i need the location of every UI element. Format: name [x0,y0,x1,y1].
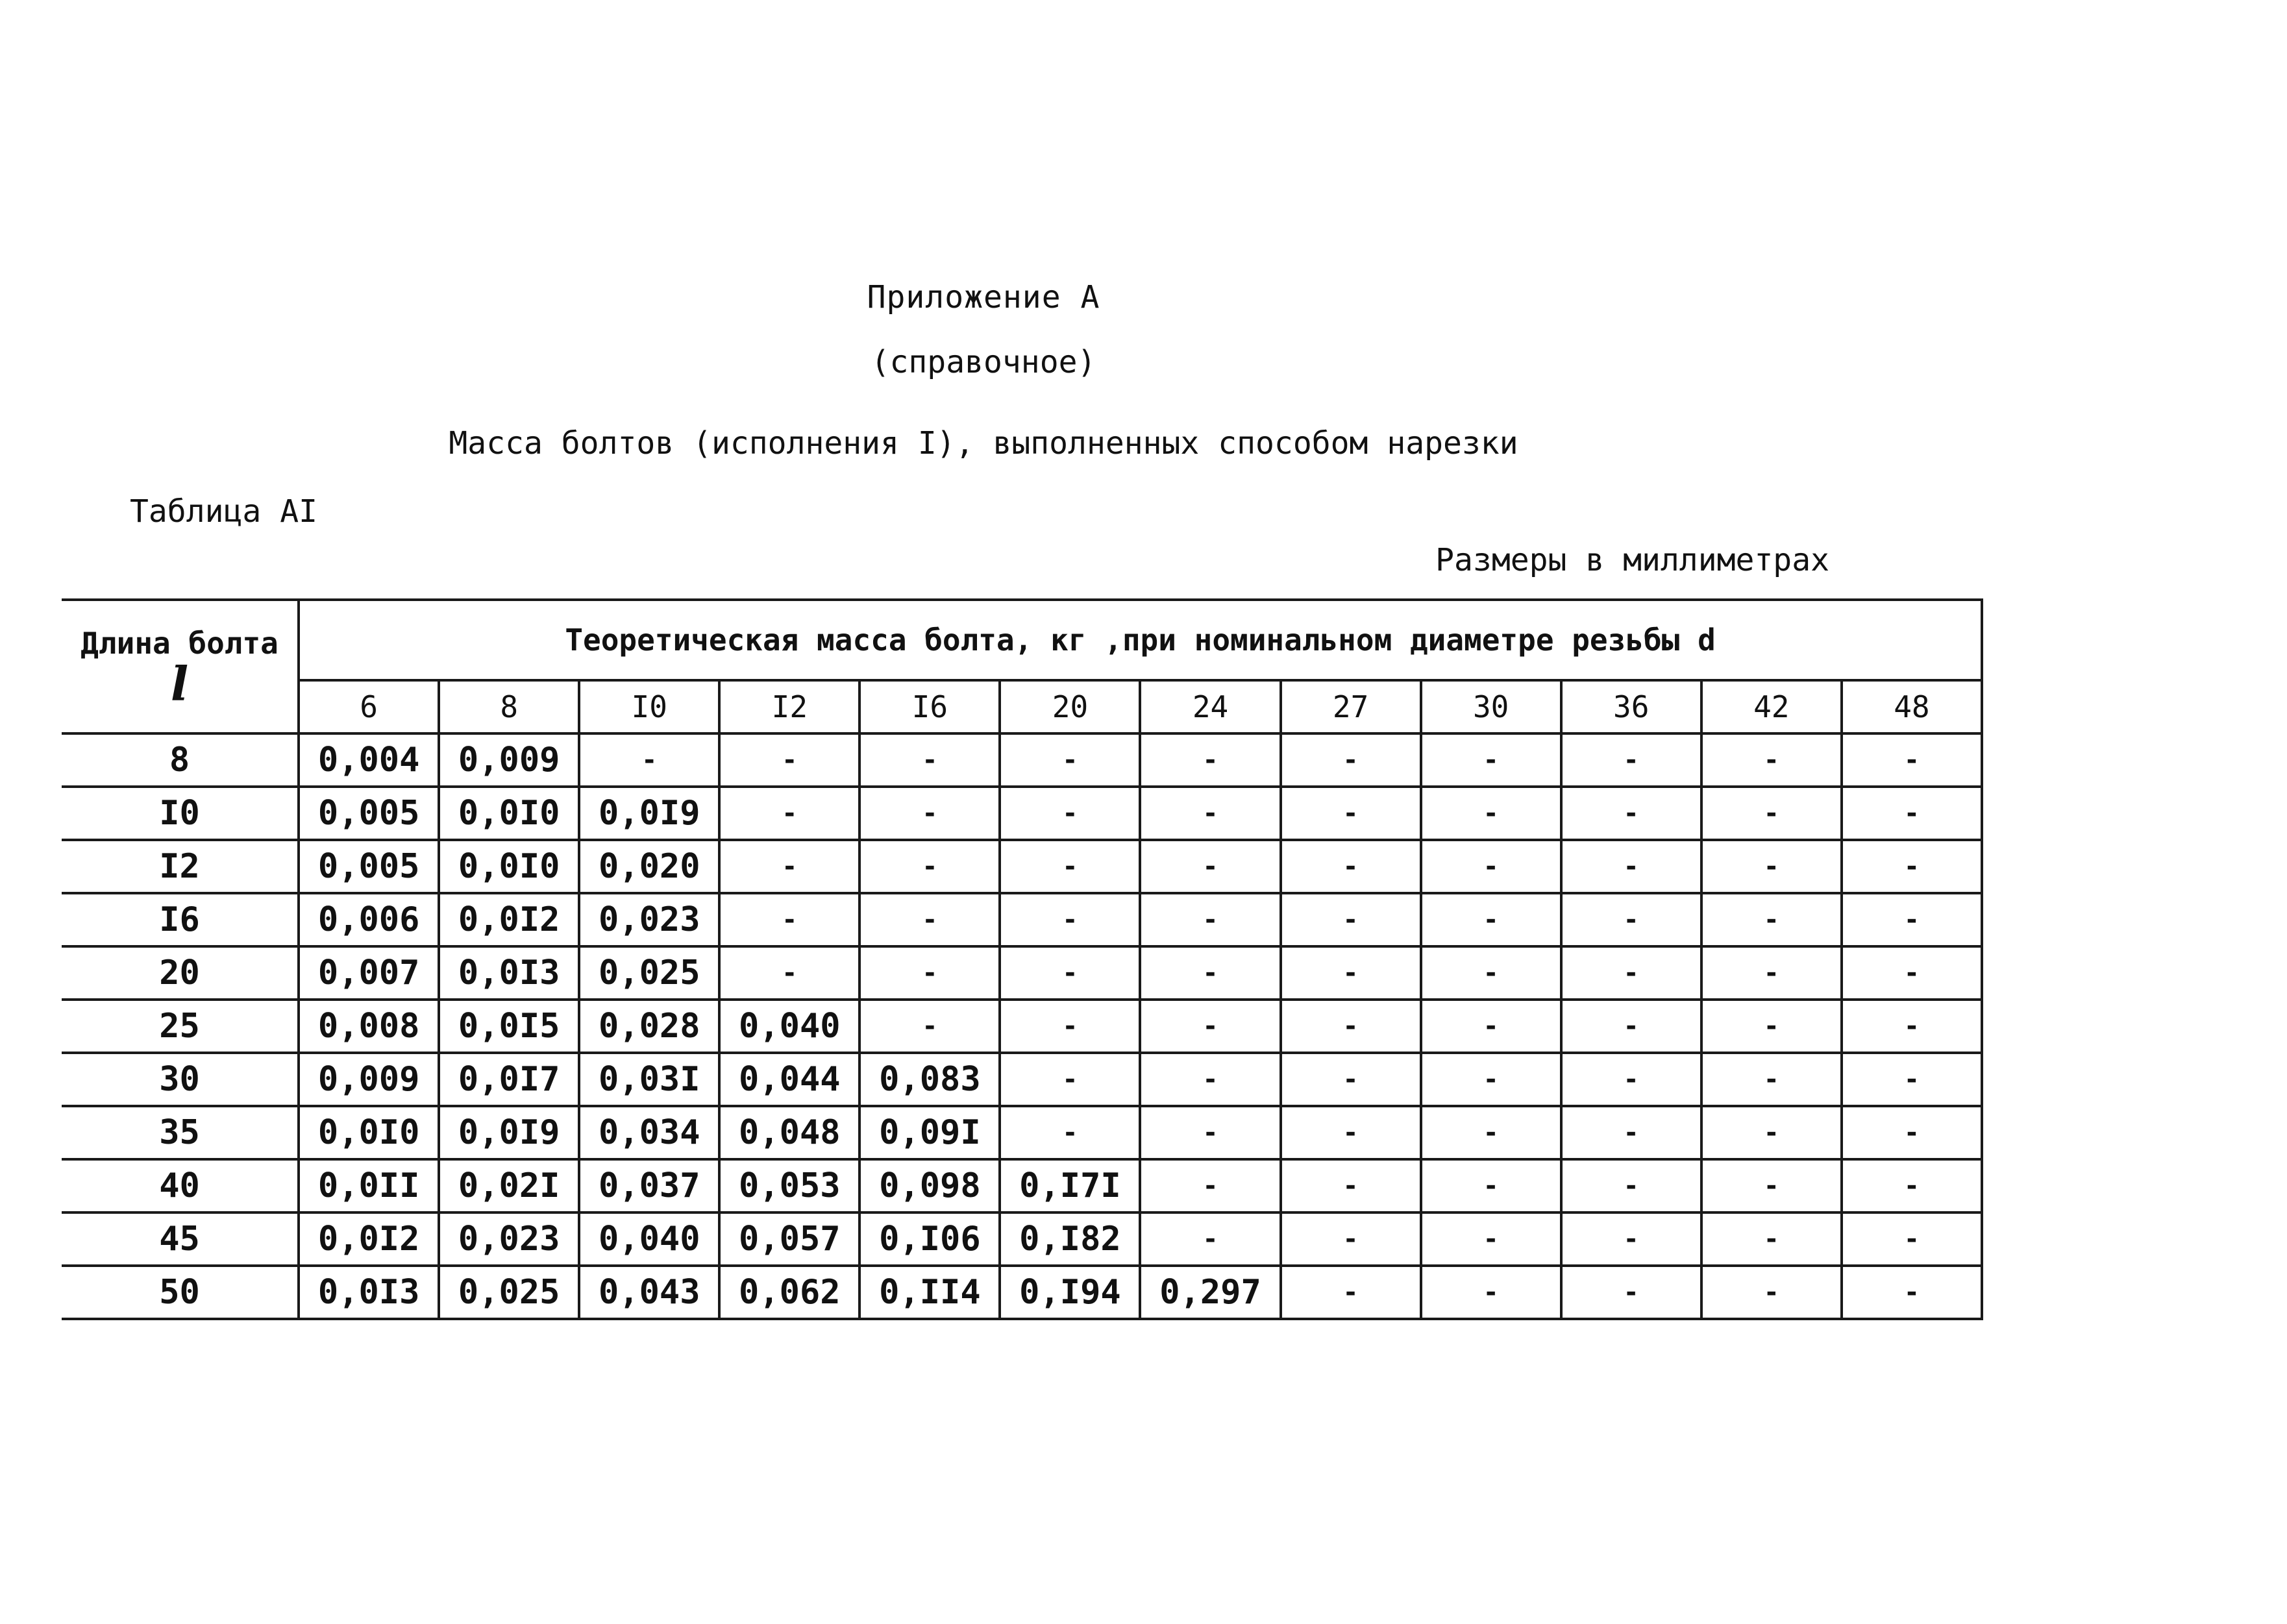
mass-value-cell: 0,053 [719,1159,859,1212]
empty-mass-cell: - [1281,1212,1421,1266]
empty-mass-cell: - [1701,1212,1842,1266]
empty-mass-cell: - [1842,1000,1982,1053]
diameter-header: 24 [1140,680,1280,733]
empty-mass-cell: - [1701,840,1842,893]
empty-mass-cell: - [1140,1000,1280,1053]
mass-value-cell: 0,I82 [1000,1212,1140,1266]
mass-value-cell: 0,023 [579,893,719,946]
mass-value-cell: 0,057 [719,1212,859,1266]
mass-value-cell: 0,0I9 [439,1106,579,1159]
diameter-header: 8 [439,680,579,733]
empty-mass-cell: - [1842,1212,1982,1266]
mass-value-cell: 0,II4 [859,1266,1000,1319]
bolt-length-cell: 8 [62,733,299,787]
empty-mass-cell: - [1561,1053,1701,1106]
document-title: Масса болтов (исполнения I), выполненных способом нарезки [449,425,1518,461]
mass-value-cell: 0,040 [719,1000,859,1053]
empty-mass-cell: - [1000,787,1140,840]
mass-value-cell: 0,009 [299,1053,439,1106]
diameter-header-row [62,680,1982,733]
units-note: Размеры в миллиметрах [1435,542,1829,578]
empty-mass-cell: - [579,733,719,787]
empty-mass-cell: - [1842,1106,1982,1159]
empty-mass-cell: - [1281,787,1421,840]
empty-mass-cell: - [1140,1159,1280,1212]
empty-mass-cell: - [1421,787,1561,840]
mass-value-cell: 0,005 [299,787,439,840]
empty-mass-cell: - [1561,787,1701,840]
mass-value-cell: 0,009 [439,733,579,787]
empty-mass-cell: - [1701,893,1842,946]
empty-mass-cell: - [1842,1266,1982,1319]
mass-value-cell: 0,083 [859,1053,1000,1106]
mass-value-cell: 0,09I [859,1106,1000,1159]
empty-mass-cell: - [1421,1266,1561,1319]
mass-value-cell: 0,0I2 [439,893,579,946]
diameter-header: I6 [859,680,1000,733]
length-column-header [62,600,299,733]
table-row [62,1159,1982,1212]
empty-mass-cell: - [1561,733,1701,787]
empty-mass-cell: - [1842,840,1982,893]
empty-mass-cell: - [1701,1000,1842,1053]
mass-value-cell: 0,034 [579,1106,719,1159]
empty-mass-cell: - [1701,1159,1842,1212]
empty-mass-cell: - [859,787,1000,840]
table-row [62,1212,1982,1266]
bolt-length-cell: 45 [62,1212,299,1266]
mass-value-cell: 0,I94 [1000,1266,1140,1319]
empty-mass-cell: - [1281,840,1421,893]
empty-mass-cell: - [1281,946,1421,1000]
empty-mass-cell: - [1281,1266,1421,1319]
bolt-length-cell: 20 [62,946,299,1000]
mass-value-cell: 0,0I0 [299,1106,439,1159]
empty-mass-cell: - [1281,1106,1421,1159]
diameter-header: 27 [1281,680,1421,733]
empty-mass-cell: - [1421,733,1561,787]
mass-value-cell: 0,020 [579,840,719,893]
mass-value-cell: 0,297 [1140,1266,1280,1319]
empty-mass-cell: - [719,787,859,840]
empty-mass-cell: - [1701,787,1842,840]
mass-value-cell: 0,048 [719,1106,859,1159]
empty-mass-cell: - [1701,1106,1842,1159]
empty-mass-cell: - [719,840,859,893]
mass-value-cell: 0,062 [719,1266,859,1319]
mass-value-cell: 0,008 [299,1000,439,1053]
table-body [62,733,1982,1319]
empty-mass-cell: - [1561,946,1701,1000]
empty-mass-cell: - [1281,893,1421,946]
empty-mass-cell: - [1421,1212,1561,1266]
empty-mass-cell: - [1701,733,1842,787]
mass-value-cell: 0,023 [439,1212,579,1266]
table-row [62,1106,1982,1159]
mass-value-cell: 0,0I3 [299,1266,439,1319]
empty-mass-cell: - [1421,893,1561,946]
empty-mass-cell: - [859,946,1000,1000]
empty-mass-cell: - [1842,787,1982,840]
empty-mass-cell: - [1140,733,1280,787]
appendix-type: (справочное) [871,344,1096,380]
empty-mass-cell: - [1000,946,1140,1000]
empty-mass-cell: - [859,1000,1000,1053]
empty-mass-cell: - [1561,840,1701,893]
empty-mass-cell: - [1281,1159,1421,1212]
empty-mass-cell: - [1000,893,1140,946]
mass-value-cell: 0,037 [579,1159,719,1212]
mass-value-cell: 0,02I [439,1159,579,1212]
empty-mass-cell: - [1000,1106,1140,1159]
empty-mass-cell: - [1421,1053,1561,1106]
table-row [62,787,1982,840]
mass-value-cell: 0,0I9 [579,787,719,840]
empty-mass-cell: - [1140,1106,1280,1159]
table-row [62,1053,1982,1106]
empty-mass-cell: - [1000,1053,1140,1106]
bolt-length-cell: I2 [62,840,299,893]
empty-mass-cell: - [1561,1159,1701,1212]
empty-mass-cell: - [1421,1106,1561,1159]
bolt-mass-table [62,598,1983,1320]
empty-mass-cell: - [1421,840,1561,893]
mass-value-cell: 0,006 [299,893,439,946]
table-label: Таблица АI [130,493,317,530]
diameter-header: 42 [1701,680,1842,733]
diameter-header: 30 [1421,680,1561,733]
mass-value-cell: 0,044 [719,1053,859,1106]
bolt-length-cell: 25 [62,1000,299,1053]
mass-value-cell: 0,0I5 [439,1000,579,1053]
empty-mass-cell: - [859,733,1000,787]
empty-mass-cell: - [1561,1106,1701,1159]
bolt-length-cell: I0 [62,787,299,840]
empty-mass-cell: - [1701,946,1842,1000]
mass-value-cell: 0,0I0 [439,840,579,893]
empty-mass-cell: - [1140,946,1280,1000]
mass-value-cell: 0,004 [299,733,439,787]
mass-value-cell: 0,007 [299,946,439,1000]
empty-mass-cell: - [1842,733,1982,787]
empty-mass-cell: - [1281,1000,1421,1053]
empty-mass-cell: - [1140,1212,1280,1266]
mass-value-cell: 0,043 [579,1266,719,1319]
table-row [62,733,1982,787]
empty-mass-cell: - [719,733,859,787]
empty-mass-cell: - [1281,733,1421,787]
table-row [62,1000,1982,1053]
diameter-header: I0 [579,680,719,733]
mass-value-cell: 0,I06 [859,1212,1000,1266]
empty-mass-cell: - [1842,893,1982,946]
mass-value-cell: 0,03I [579,1053,719,1106]
empty-mass-cell: - [1701,1053,1842,1106]
empty-mass-cell: - [859,840,1000,893]
empty-mass-cell: - [1421,946,1561,1000]
mass-group-header: Теоретическая масса болта, кг ,при номинальном диаметре резьбы d [299,600,1982,680]
mass-value-cell: 0,028 [579,1000,719,1053]
bolt-length-cell: I6 [62,893,299,946]
bolt-length-cell: 30 [62,1053,299,1106]
length-header-label: Длина болта [80,626,278,661]
table-row [62,893,1982,946]
mass-value-cell: 0,025 [439,1266,579,1319]
bolt-length-cell: 50 [62,1266,299,1319]
empty-mass-cell: - [1140,787,1280,840]
empty-mass-cell: - [1561,1266,1701,1319]
empty-mass-cell: - [1000,733,1140,787]
empty-mass-cell: - [1701,1266,1842,1319]
empty-mass-cell: - [719,946,859,1000]
mass-value-cell: 0,005 [299,840,439,893]
empty-mass-cell: - [859,893,1000,946]
empty-mass-cell: - [1000,1000,1140,1053]
empty-mass-cell: - [1281,1053,1421,1106]
mass-value-cell: 0,040 [579,1212,719,1266]
empty-mass-cell: - [1561,1212,1701,1266]
empty-mass-cell: - [1421,1159,1561,1212]
mass-value-cell: 0,098 [859,1159,1000,1212]
length-symbol: l [170,656,189,711]
mass-value-cell: 0,I7I [1000,1159,1140,1212]
empty-mass-cell: - [1842,1053,1982,1106]
table-row [62,840,1982,893]
empty-mass-cell: - [1000,840,1140,893]
bolt-length-cell: 40 [62,1159,299,1212]
diameter-header: 20 [1000,680,1140,733]
empty-mass-cell: - [1842,946,1982,1000]
empty-mass-cell: - [1140,1053,1280,1106]
table-row [62,946,1982,1000]
diameter-header: 36 [1561,680,1701,733]
mass-value-cell: 0,0I7 [439,1053,579,1106]
mass-value-cell: 0,0I3 [439,946,579,1000]
table-row [62,1266,1982,1319]
empty-mass-cell: - [1561,893,1701,946]
mass-value-cell: 0,025 [579,946,719,1000]
bolt-length-cell: 35 [62,1106,299,1159]
empty-mass-cell: - [1421,1000,1561,1053]
mass-value-cell: 0,0I2 [299,1212,439,1266]
empty-mass-cell: - [1842,1159,1982,1212]
empty-mass-cell: - [1561,1000,1701,1053]
mass-value-cell: 0,0I0 [439,787,579,840]
diameter-header: 48 [1842,680,1982,733]
diameter-header: 6 [299,680,439,733]
diameter-header: I2 [719,680,859,733]
appendix-title: Приложение А [867,279,1100,315]
empty-mass-cell: - [719,893,859,946]
mass-value-cell: 0,0II [299,1159,439,1212]
empty-mass-cell: - [1140,893,1280,946]
empty-mass-cell: - [1140,840,1280,893]
